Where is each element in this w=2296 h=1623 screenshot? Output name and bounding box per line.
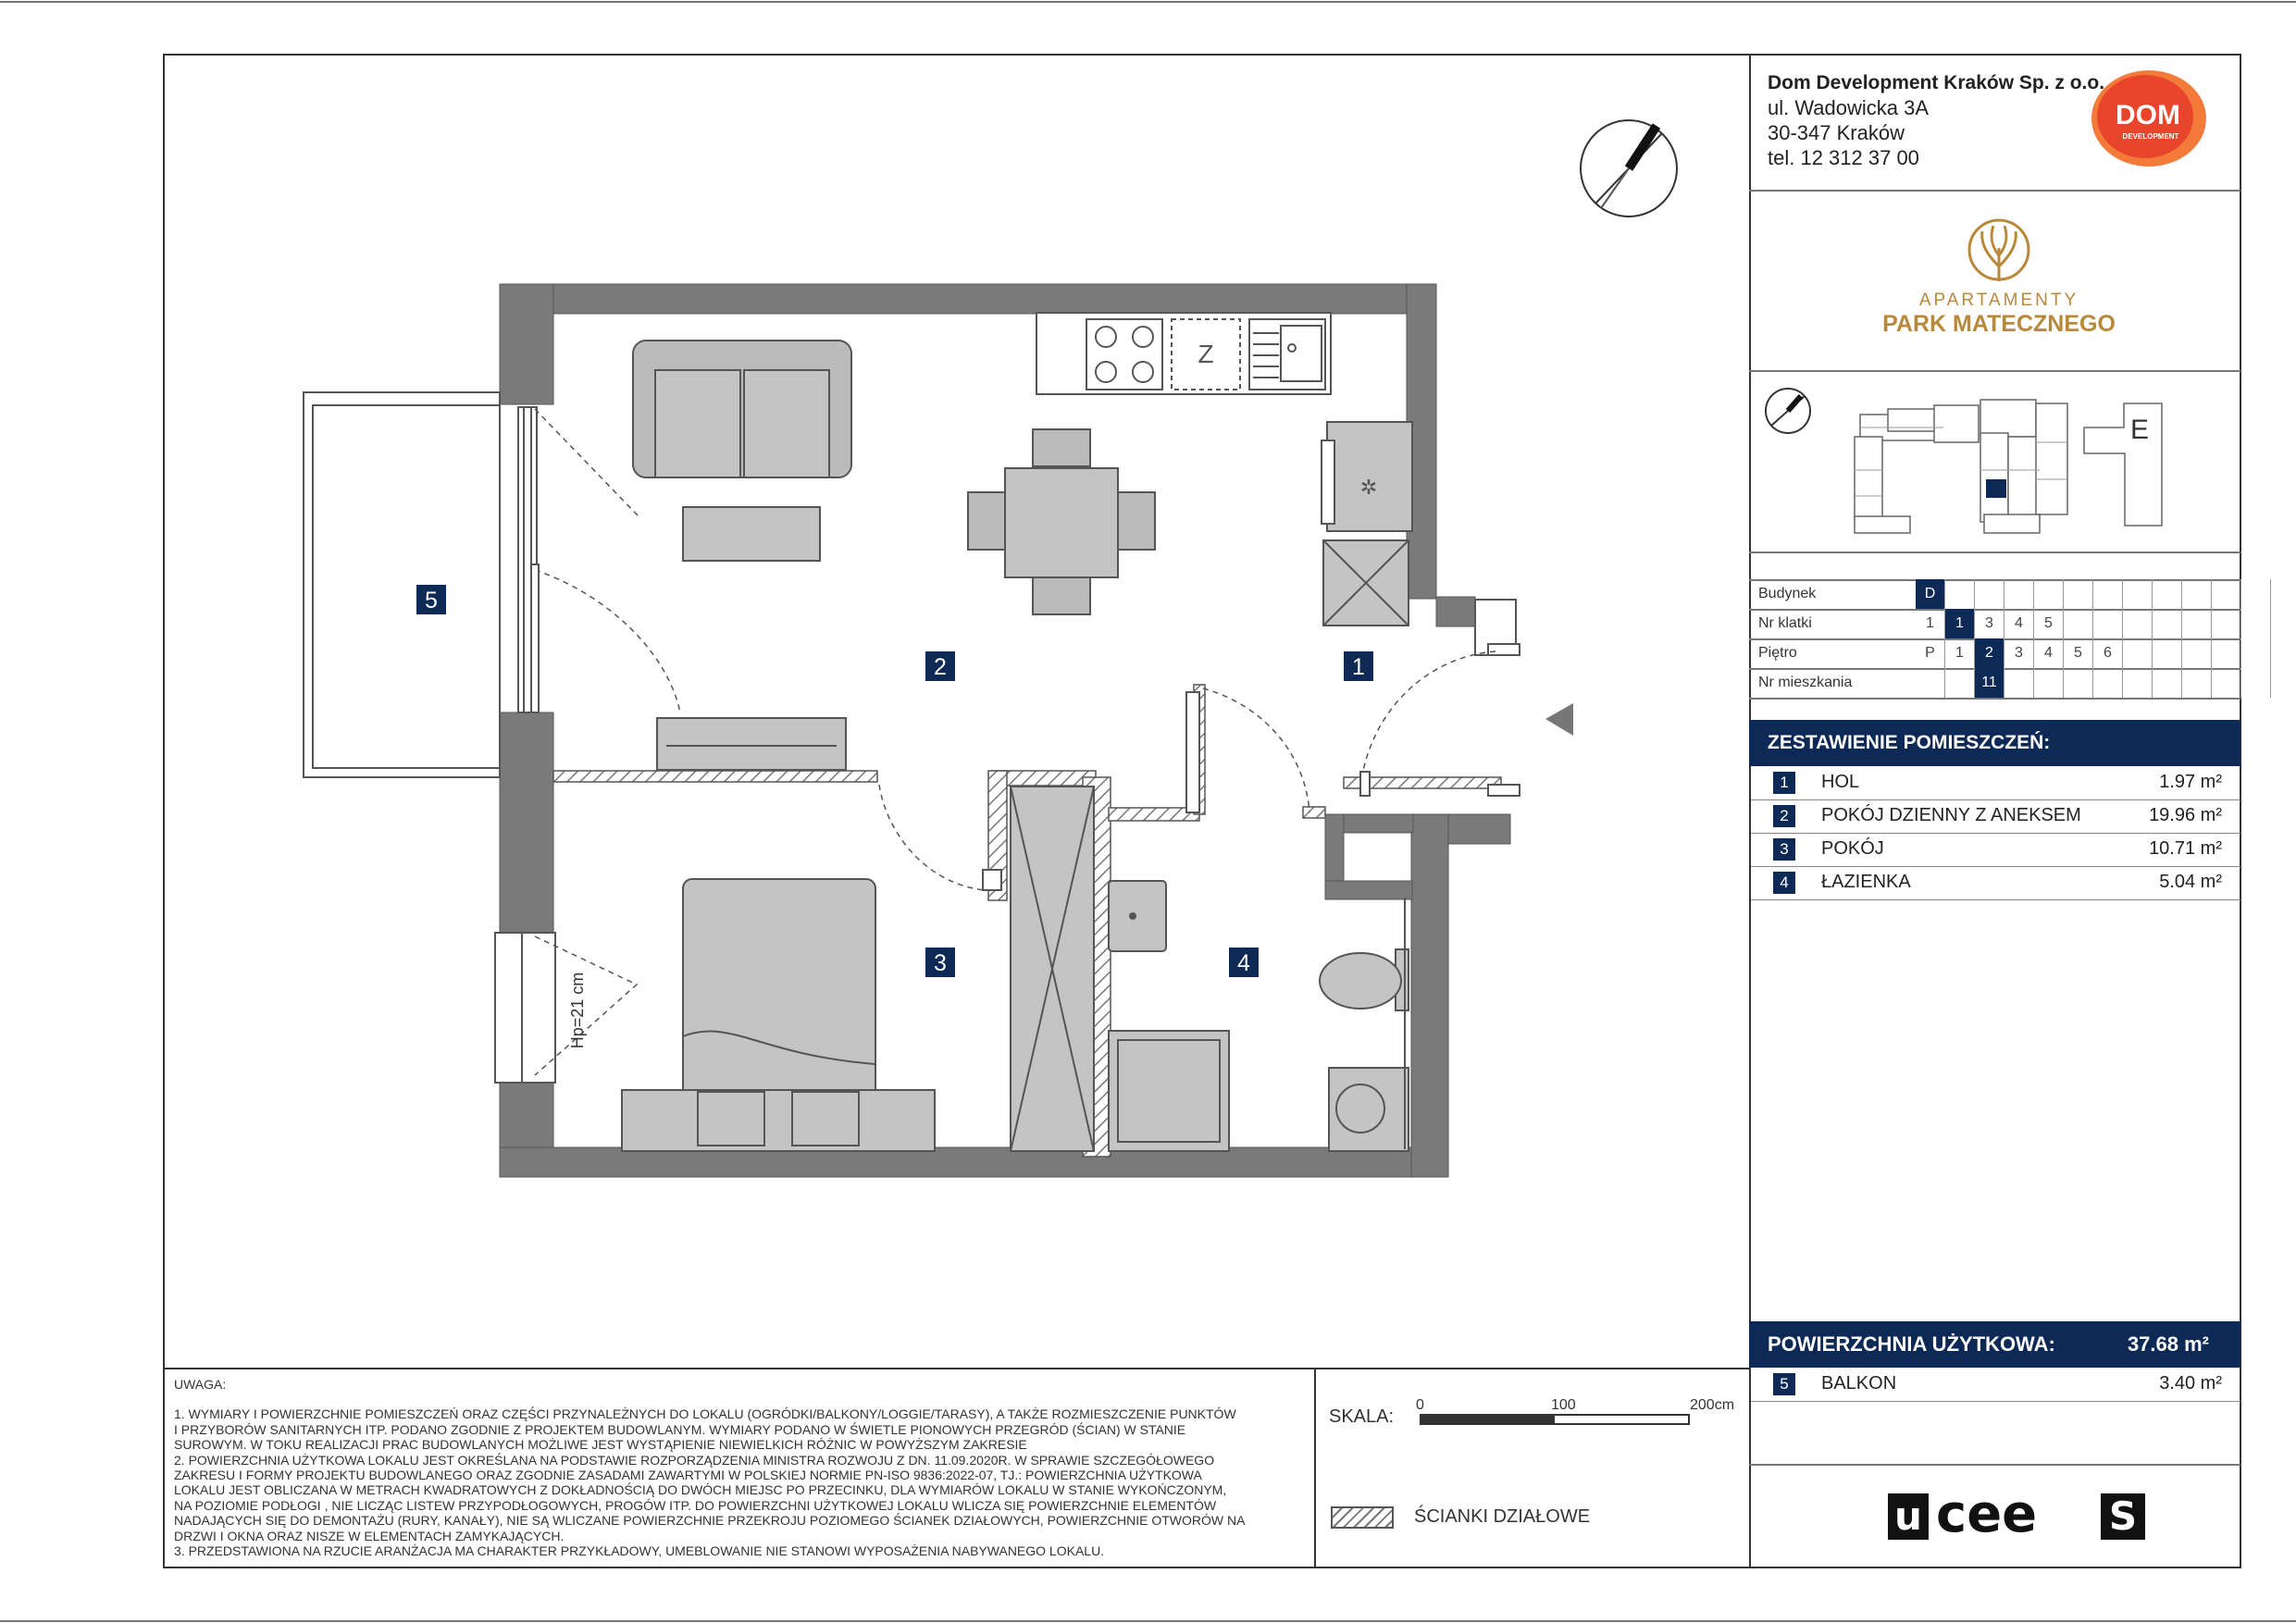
building-letter: E [2130,415,2150,445]
grid-cell [2241,579,2271,609]
notes-title: UWAGA: [174,1377,227,1392]
logo-development-text: DEVELOPMENT [2122,132,2179,141]
grid-cell: 5 [2034,609,2064,638]
dining-table [968,429,1155,614]
grid-cell [2212,638,2241,668]
grid-cell [2153,668,2182,698]
grid-cell [2093,579,2123,609]
scale-tick-100: 100 [1551,1397,1576,1413]
grid-row-label: Nr klatki [1758,615,1812,631]
grid-cell: 3 [2004,638,2034,668]
grid-cell: 1 [1945,638,1975,668]
entrance-arrow-icon [1545,703,1573,736]
room-row [1751,866,2240,900]
dom-logo-blob-icon [2088,67,2208,170]
usable-area-value: 37.68 m² [2127,1332,2209,1356]
company-phone: tel. 12 312 37 00 [1768,146,1919,169]
grid-cell [1945,579,1975,609]
room-name: ŁAZIENKA [1821,872,1911,892]
balcony-row [1751,1368,2240,1402]
kitchen-counter [1036,313,1331,394]
grid-cell [2212,609,2241,638]
floor-plan [163,54,1749,1368]
usable-area-label: POWIERZCHNIA UŻYTKOWA: [1768,1332,2055,1356]
note-line: DRZWI I OKNA ORAZ NISZE W ELEMENTACH ZAMYKAJĄCYCH. [174,1528,565,1543]
rooms-header [1749,720,2240,766]
ucees-logo [1888,1484,2138,1551]
usable-area-bar [1749,1321,2240,1368]
room-name: HOL [1821,772,1860,792]
footer-divider [1749,1464,2240,1466]
grid-cell [2004,579,2034,609]
note-line: I PRZYBORÓW SANITARNYCH ITP. PODANO ZGODNIE Z PROJEKTEM BUDOWLANYM. WYMIARY PODANO W ŚWIETLE PIONOWYCH PRZEGRÓD (ŚCIAN) W STANIE [174,1421,1186,1437]
ucees-ce-text: cee [1936,1484,2038,1544]
sofa [633,341,851,477]
site-map-drawing [1758,378,2240,548]
grid-cell: 6 [2093,638,2123,668]
grid-cell [2212,668,2241,698]
notes-block [174,1377,1303,1558]
notes-scale-divider [1314,1368,1316,1568]
scale-tick-0: 0 [1416,1397,1424,1413]
grid-cell: 11 [1975,668,2004,698]
grid-cell [1945,668,1975,698]
grid-cell: 4 [2034,638,2064,668]
note-line: 2. POWIERZCHNIA UŻYTKOWA LOKALU JEST OKREŚLANA NA PODSTAWIE ROZPORZĄDZENIA MINISTRA ROZWOJU Z DN. 11.09.2020R. W SPRAWIE SZCZEGÓŁOWEGO [174,1452,1215,1468]
grid-cell [2182,638,2212,668]
bed [622,879,935,1151]
grid-row-label: Nr mieszkania [1758,675,1853,690]
grid-cell [2153,579,2182,609]
grid-row-label: Budynek [1758,586,1817,601]
shower-tray [1109,1031,1229,1151]
tree-logo-icon [1879,211,2119,304]
grid-cell: 3 [1975,609,2004,638]
note-line: 1. WYMIARY I POWIERZCHNIE POMIESZCZEŃ ORAZ CZĘŚCI PRZYNALEŻNYCH DO LOKALU (OGRÓDKI/BALKONY/LOGGIE/TARASY), A TAKŻE ROZMIESZCZENIE PUNKTÓW [174,1406,1236,1422]
washbasin [1109,881,1166,951]
room-area: 5.04 m² [2159,872,2222,892]
grid-cell [2034,668,2064,698]
room-num: 1 [1773,772,1795,794]
balcony-area: 3.40 m² [2159,1373,2222,1394]
grid-cell [2241,638,2271,668]
room-label-1: 1 [1352,654,1365,680]
grid-cell [1975,579,2004,609]
room-label-2: 2 [934,654,947,680]
note-line: LOKALU JEST OBLICZANA W METRACH KWADRATOWYCH Z DOKŁADNOŚCIĄ DO DWÓCH MIEJSC PO PRZECINKU, DLA WYMIARÓW LOKALU W STANIE WYKOŃCZONYM, [174,1482,1227,1498]
room-label-4: 4 [1237,950,1250,976]
bathroom-door-leaf [1186,692,1199,812]
compass-icon [1581,120,1677,217]
grid-cell [2241,668,2271,698]
grid-cell [2123,579,2153,609]
project-line1: APARTAMENTY [1918,291,2079,310]
rooms-header-text: ZESTAWIENIE POMIESZCZEŃ: [1768,732,2051,753]
grid-cell [2004,668,2034,698]
room-num: 2 [1773,805,1795,827]
snowflake-icon: ✲ [1359,477,1378,500]
scale-label: SKALA: [1329,1406,1395,1427]
room-area: 10.71 m² [2149,838,2222,859]
grid-cell [2064,668,2093,698]
grid-cell [2034,579,2064,609]
grid-cell: 5 [2064,638,2093,668]
top-border [0,1,2296,3]
grid-cell [2153,638,2182,668]
site-compass-icon [1766,389,1810,433]
sitemap-divider [1749,551,2240,553]
room-row [1751,833,2240,867]
ucees-s-mark: S [2101,1493,2145,1540]
room-label-3: 3 [934,950,947,976]
grid-row-label: Piętro [1758,645,1797,661]
project-logo [1879,211,2119,359]
scale-bar-fill [1421,1416,1555,1423]
grid-cell [1916,668,1945,698]
grid-cell [2182,579,2212,609]
room-num: 4 [1773,872,1795,894]
note-line: NA POZIOMIE PODŁOGI , NIE LICZĄC LISTEW PRZYPODŁOGOWYCH, PROGÓW ITP. DO POWIERZCHNI UŻYTKOWEJ LOKALU WLICZA SIĘ POWIERZCHNIE ELEMENTÓW [174,1497,1217,1513]
room-area: 19.96 m² [2149,805,2222,825]
company-city: 30-347 Kraków [1768,121,1905,144]
grid-cell: 2 [1975,638,2004,668]
grid-cell [2093,668,2123,698]
note-line: SUROWYM. W TOKU REALIZACJI PRAC BUDOWLANYCH MOŻLIWE JEST WYSTĄPIENIE NIEWIELKICH RÓŻNIC W POWYŻSZYM ZAKRESIE [174,1437,1027,1453]
grid-cell [2064,579,2093,609]
grid-cell [2241,609,2271,638]
room-area: 1.97 m² [2159,772,2222,792]
room-row [1751,799,2240,834]
room-row [1751,766,2240,800]
ucees-u-mark: u [1888,1493,1929,1540]
balcony [304,392,500,777]
note-line: NADAJĄCYCH SIĘ DO DEMONTAŻU (RURY, KANAŁY), NIE SĄ WLICZANE POWIERZCHNIE PRZEKROJU POZIOMEGO ŚCIANEK DZIAŁOWYCH, POWIERZCHNIE OTWORÓW NA [174,1513,1246,1529]
legend-label: ŚCIANKI DZIAŁOWE [1414,1506,1591,1527]
grid-cell [2123,609,2153,638]
room-label-5: 5 [425,588,438,613]
project-line2: PARK MATECZNEGO [1882,311,2116,337]
sideboard [657,718,846,770]
grid-cell [2123,668,2153,698]
note-line: ZAKRESU I FORMY PROJEKTU BUDOWLANEGO ORAZ ZGODNIE ZASADAMI ZAWARTYMI W POLSKIEJ NORMIE PN-ISO 9836:2022-07, TJ.: POWIERZCHNIA UŻYTKOWA [174,1468,1202,1483]
balcony-door-leaf [531,564,539,712]
partition-wall-legend-swatch [1331,1506,1394,1529]
grid-cell [2182,609,2212,638]
company-info [1768,70,2104,170]
grid-cell [2064,609,2093,638]
site-map-highlight [1986,479,2006,498]
grid-cell: 1 [1916,609,1945,638]
logo-dom-text: DOM [2116,100,2180,130]
company-street: ul. Wadowicka 3A [1768,96,1930,119]
room-name: POKÓJ [1821,838,1884,859]
balcony-num: 5 [1773,1373,1795,1395]
room-num: 3 [1773,838,1795,861]
scale-tick-200: 200cm [1690,1397,1735,1413]
site-map [1758,378,2240,548]
company-name: Dom Development Kraków Sp. z o.o. [1768,72,2105,93]
grid-cell [2093,609,2123,638]
location-grid [1749,579,2240,700]
toilet-bowl [1320,953,1401,1009]
note-line: 3. PRZEDSTAWIONA NA RZUCIE ARANŻACJA MA CHARAKTER PRZYKŁADOWY, UMEBLOWANIE NIE STANOWI WYPOSAŻENIA NABYWANEGO LOKALU. [174,1543,1105,1559]
bottom-border [0,1620,2296,1622]
grid-cell: 4 [2004,609,2034,638]
bedroom-wardrobe [1011,787,1094,1151]
room-name: POKÓJ DZIENNY Z ANEKSEM [1821,805,2081,825]
fridge-label: Z [1198,340,1214,368]
window-height-note: Hp=21 cm [568,972,587,1049]
grid-cell [2182,668,2212,698]
grid-cell [2123,638,2153,668]
balcony-name: BALKON [1821,1373,1897,1394]
entrance-door-handle [1360,772,1370,796]
grid-cell: D [1916,579,1945,609]
notes-divider [163,1368,1749,1369]
coffee-table [683,507,820,561]
dom-development-logo [2088,67,2208,170]
bedroom-door-handle [983,870,1001,890]
grid-cell [2212,579,2241,609]
scale-bar [1420,1414,1690,1425]
project-divider [1749,370,2240,372]
grid-cell [2153,609,2182,638]
grid-cell: 1 [1945,609,1975,638]
company-divider [1749,190,2240,192]
grid-cell: P [1916,638,1945,668]
